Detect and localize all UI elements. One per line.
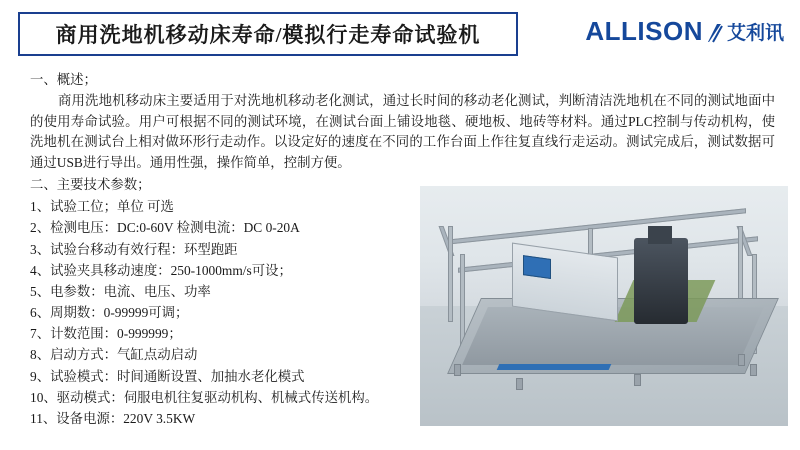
drive-arm — [648, 226, 672, 244]
cabinet-touch-screen — [523, 255, 551, 279]
list-item: 1、试验工位；单位 可选 — [30, 199, 174, 215]
title-box — [18, 12, 518, 56]
post-left-back — [448, 226, 453, 322]
list-item: 8、启动方式：气缸点动启动 — [30, 347, 198, 363]
list-item: 11、设备电源：220V 3.5KW — [30, 410, 196, 426]
list-item: 4、试验夹具移动速度：250-1000mm/s可设； — [30, 262, 292, 278]
top-rail-back — [446, 208, 746, 245]
list-item: 6、周期数：0-99999可调； — [30, 305, 189, 321]
section1-heading: 一、概述； — [30, 72, 97, 87]
machine-foot — [738, 354, 745, 366]
list-item: 2、检测电压：DC:0-60V 检测电流：DC 0-20A — [30, 220, 300, 236]
machine-photo — [420, 186, 788, 426]
machine-foot — [634, 374, 641, 386]
list-item: 7、计数范围：0-999999； — [30, 326, 182, 342]
logo-text: ALLISON — [585, 16, 703, 46]
swoosh-icon — [707, 22, 723, 44]
brand-logo — [585, 16, 784, 47]
machine-foot — [750, 364, 757, 376]
list-item: 10、驱动模式：伺服电机往复驱动机构、机械式传送机构。 — [30, 389, 379, 405]
page-title: 商用洗地机移动床寿命/模拟行走寿命试验机 — [55, 23, 481, 47]
list-item: 9、试验模式：时间通断设置、加抽水老化模式 — [30, 368, 305, 384]
machine-foot — [454, 364, 461, 376]
section2-heading: 二、主要技术参数； — [30, 176, 151, 192]
section1-paragraph: 商用洗地机移动床主要适用于对洗地机移动老化测试，通过长时间的移动老化测试，判断清洁洗地机在不同的测试地面中的使用寿命试验。用户可根据不同的测试环境，在测试台面上铺设地毯、硬地板、地砖等材料。通过PLC控制与传动机构，使洗地机在测试台上相对做环形行走动作。以设定好的速度在不同的工作台面上作往复直线行走运动。测试完成后，测试数据可通过USB进行导出。通用性强，操作简单，控制方便。 — [30, 93, 775, 170]
machine-foot — [516, 378, 523, 390]
blue-guide-strip — [497, 364, 612, 370]
slide-header — [18, 12, 784, 60]
machine-frame — [438, 214, 768, 390]
list-item: 5、电参数：电流、电压、功率 — [30, 283, 211, 299]
drive-mechanism — [634, 238, 688, 324]
list-item: 3、试验台移动有效行程：环型跑距 — [30, 241, 238, 257]
logo-cn-text: 艾利讯 — [726, 23, 784, 44]
